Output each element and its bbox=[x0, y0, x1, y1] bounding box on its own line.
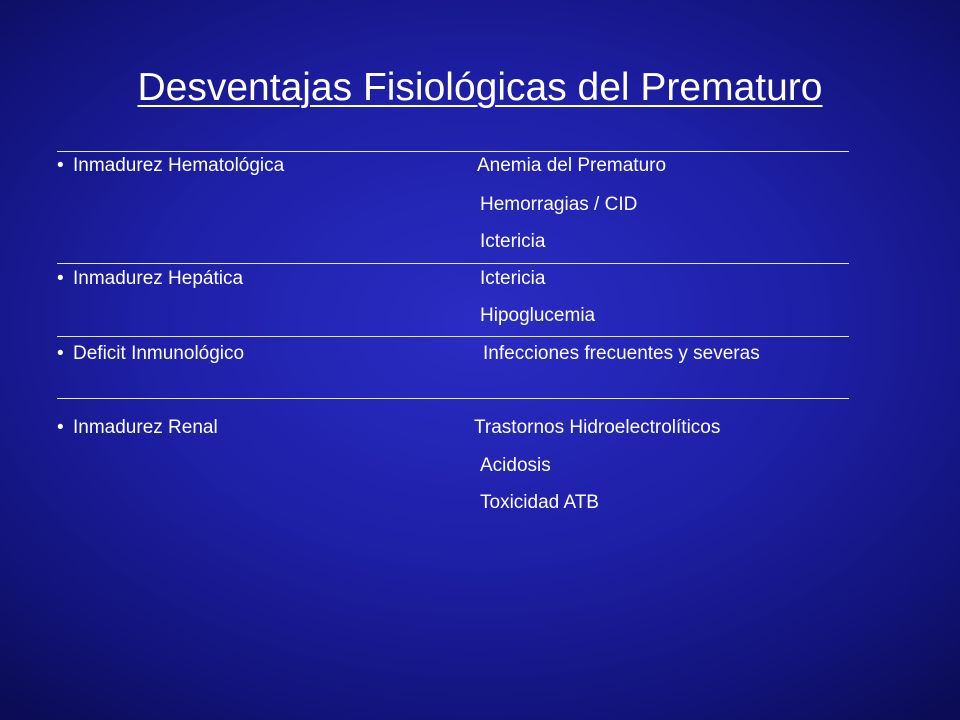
bullet-icon: • bbox=[57, 268, 64, 289]
bullet-icon: • bbox=[57, 155, 64, 176]
bullet-icon: • bbox=[57, 417, 64, 438]
list-item: Acidosis bbox=[480, 455, 551, 476]
bullet-icon: • bbox=[57, 343, 64, 364]
divider bbox=[57, 398, 849, 399]
divider bbox=[57, 336, 849, 337]
list-item: Hipoglucemia bbox=[480, 305, 596, 326]
category-label: Inmadurez Hematológica bbox=[73, 155, 285, 176]
category-renal bbox=[57, 417, 218, 439]
category-hepatica bbox=[57, 268, 243, 290]
category-inmunologico bbox=[57, 343, 244, 365]
slide-title: Desventajas Fisiológicas del Prematuro bbox=[137, 66, 823, 109]
list-item: Anemia del Prematuro bbox=[477, 155, 667, 176]
list-item: Hemorragias / CID bbox=[480, 194, 638, 215]
list-item: Ictericia bbox=[480, 268, 546, 289]
list-item: Trastornos Hidroelectrolíticos bbox=[474, 417, 721, 438]
category-label: Deficit Inmunológico bbox=[73, 343, 245, 364]
divider bbox=[57, 151, 849, 152]
category-label: Inmadurez Renal bbox=[73, 417, 218, 438]
list-item: Toxicidad ATB bbox=[480, 492, 599, 513]
divider bbox=[57, 263, 849, 264]
category-hematologica bbox=[57, 155, 284, 177]
list-item: Infecciones frecuentes y severas bbox=[483, 343, 760, 364]
category-label: Inmadurez Hepática bbox=[73, 268, 244, 289]
list-item: Ictericia bbox=[480, 231, 546, 252]
